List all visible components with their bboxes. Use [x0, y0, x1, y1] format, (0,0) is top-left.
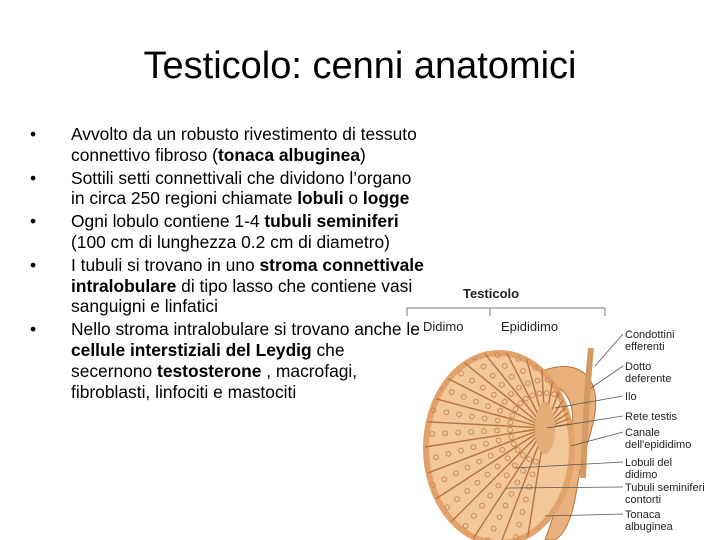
- bullet-item: [30, 211, 425, 253]
- slide-title: Testicolo: cenni anatomici: [143, 45, 577, 87]
- testis-diagram: [395, 278, 720, 540]
- bullet-text: I tubuli si trovano in uno: [71, 254, 260, 275]
- leader-line: [595, 334, 623, 366]
- tubule-coil: [606, 302, 611, 307]
- tubule-coil: [652, 396, 657, 401]
- bullet-text: Nello stroma intralobulare si trovano anche le: [71, 319, 420, 340]
- tubule-coil: [664, 393, 669, 398]
- side-label: Rete testis: [625, 411, 677, 423]
- tubule-coil: [576, 360, 581, 365]
- tubule-coil: [481, 331, 486, 336]
- tubule-coil: [531, 353, 536, 358]
- didimo-label: Didimo: [423, 319, 464, 334]
- tubule-coil: [521, 288, 526, 293]
- bullet-bold-text: tubuli seminiferi: [264, 211, 399, 232]
- bullet-text: Avvolto da un robusto rivestimento di tessuto connettivo fibroso (: [71, 124, 417, 165]
- header-label: Testicolo: [463, 286, 520, 301]
- bullet-list: [30, 124, 425, 404]
- side-label: didimo: [625, 469, 658, 481]
- tubule-coil: [594, 325, 599, 330]
- side-label: deferente: [625, 373, 672, 385]
- tubule-coil: [572, 316, 577, 321]
- bullet-bold-text: lobuli: [297, 188, 344, 209]
- bullet-bold-text: logge: [362, 188, 410, 209]
- bullet-text: o: [343, 188, 363, 209]
- bullet-bold-text: cellule interstiziali del Leydig: [71, 339, 312, 360]
- tubule-coil: [609, 392, 614, 397]
- tubule-coil: [630, 354, 635, 359]
- bullet-text: ): [360, 144, 366, 165]
- tubule-coil: [405, 404, 410, 409]
- tubule-coil: [562, 354, 567, 359]
- bullet-text: di tipo lasso che contiene vasi sanguigni e linfatici: [71, 275, 413, 317]
- side-label: Lobuli del: [625, 457, 673, 469]
- tubule-coil: [549, 313, 554, 318]
- tubule-coil: [602, 410, 607, 415]
- tubule-coil: [588, 336, 593, 341]
- bullet-item: [30, 255, 425, 317]
- tubule-coil: [529, 340, 534, 345]
- bullet-bold-text: tonaca albuginea: [217, 144, 360, 165]
- side-label: albuginea: [625, 521, 673, 533]
- bullet-text: , macrofagi, fibroblasti, linfociti e mastociti: [71, 360, 358, 402]
- bullet-dot: •: [30, 211, 37, 232]
- side-label: Canale: [625, 427, 660, 439]
- testis-anatomy-figure: [395, 278, 720, 540]
- side-label: dell'epididimo: [625, 439, 692, 451]
- tubule-coil: [677, 390, 682, 395]
- side-label: Ilo: [625, 391, 637, 403]
- tubule-coil: [600, 313, 605, 318]
- bullet-item: [30, 124, 425, 166]
- tubule-coil: [404, 433, 409, 438]
- tubule-coil: [454, 337, 459, 342]
- tubule-coil: [497, 308, 502, 313]
- bullet-dot: •: [30, 124, 37, 144]
- side-label: Tubuli seminiferi: [625, 482, 705, 494]
- bullet-item: [30, 168, 425, 210]
- side-label: Condottini: [625, 329, 675, 341]
- tubule-coil: [437, 357, 442, 362]
- bullet-bold-text: stroma connettivale intralobulare: [71, 254, 424, 296]
- tubule-coil: [488, 342, 493, 347]
- side-label: Tonaca: [625, 509, 661, 521]
- side-label: contorti: [625, 494, 662, 506]
- tubule-coil: [639, 400, 644, 405]
- bullet-item: [30, 319, 425, 402]
- tubule-coil: [550, 287, 555, 292]
- bullet-dot: •: [30, 254, 37, 275]
- side-label: Dotto: [625, 361, 652, 373]
- tubule-coil: [579, 291, 584, 296]
- tubule-coil: [435, 513, 440, 518]
- bullet-text: (100 cm di lunghezza 0.2 cm di diametro): [71, 231, 390, 252]
- tubule-coil: [568, 329, 573, 334]
- tubule-coil: [408, 462, 413, 467]
- tubule-coil: [426, 350, 431, 355]
- mediastinum-shape: [535, 402, 555, 454]
- tubule-coil: [547, 339, 552, 344]
- tubule-coil: [565, 342, 570, 347]
- tubule-coil: [627, 403, 632, 408]
- bullet-dot: •: [30, 319, 37, 340]
- tubule-coil: [523, 301, 528, 306]
- tubule-coil: [448, 364, 453, 369]
- bullet-text: Ogni lobulo contiene 1-4: [71, 211, 265, 232]
- tubule-coil: [630, 318, 635, 323]
- bullet-dot: •: [30, 167, 37, 188]
- tubule-coil: [425, 380, 430, 385]
- tubule-coil: [546, 352, 551, 357]
- tubule-coil: [666, 362, 671, 367]
- tubule-coil: [582, 348, 587, 353]
- tubule-coil: [511, 344, 516, 349]
- tubule-coil: [549, 300, 554, 305]
- bullet-text: che secernono: [71, 339, 345, 381]
- epididimo-label: Epididimo: [501, 319, 559, 334]
- tubule-coil: [614, 406, 619, 411]
- tubule-coil: [455, 534, 460, 539]
- tubule-coil: [463, 346, 468, 351]
- side-label: efferenti: [625, 341, 665, 353]
- tubule-coil: [606, 348, 611, 353]
- tubule-coil: [417, 432, 422, 437]
- tubule-coil: [419, 489, 424, 494]
- bullet-bold-text: testosterone: [157, 360, 262, 381]
- tubule-coil: [413, 376, 418, 381]
- bullet-text: Sottili setti connettivali che dividono l’organo in circa 250 regioni chiamate: [71, 167, 412, 209]
- tubule-coil: [467, 309, 472, 314]
- tubule-coil: [474, 320, 479, 325]
- tubule-coil: [418, 406, 423, 411]
- leader-line: [591, 366, 623, 388]
